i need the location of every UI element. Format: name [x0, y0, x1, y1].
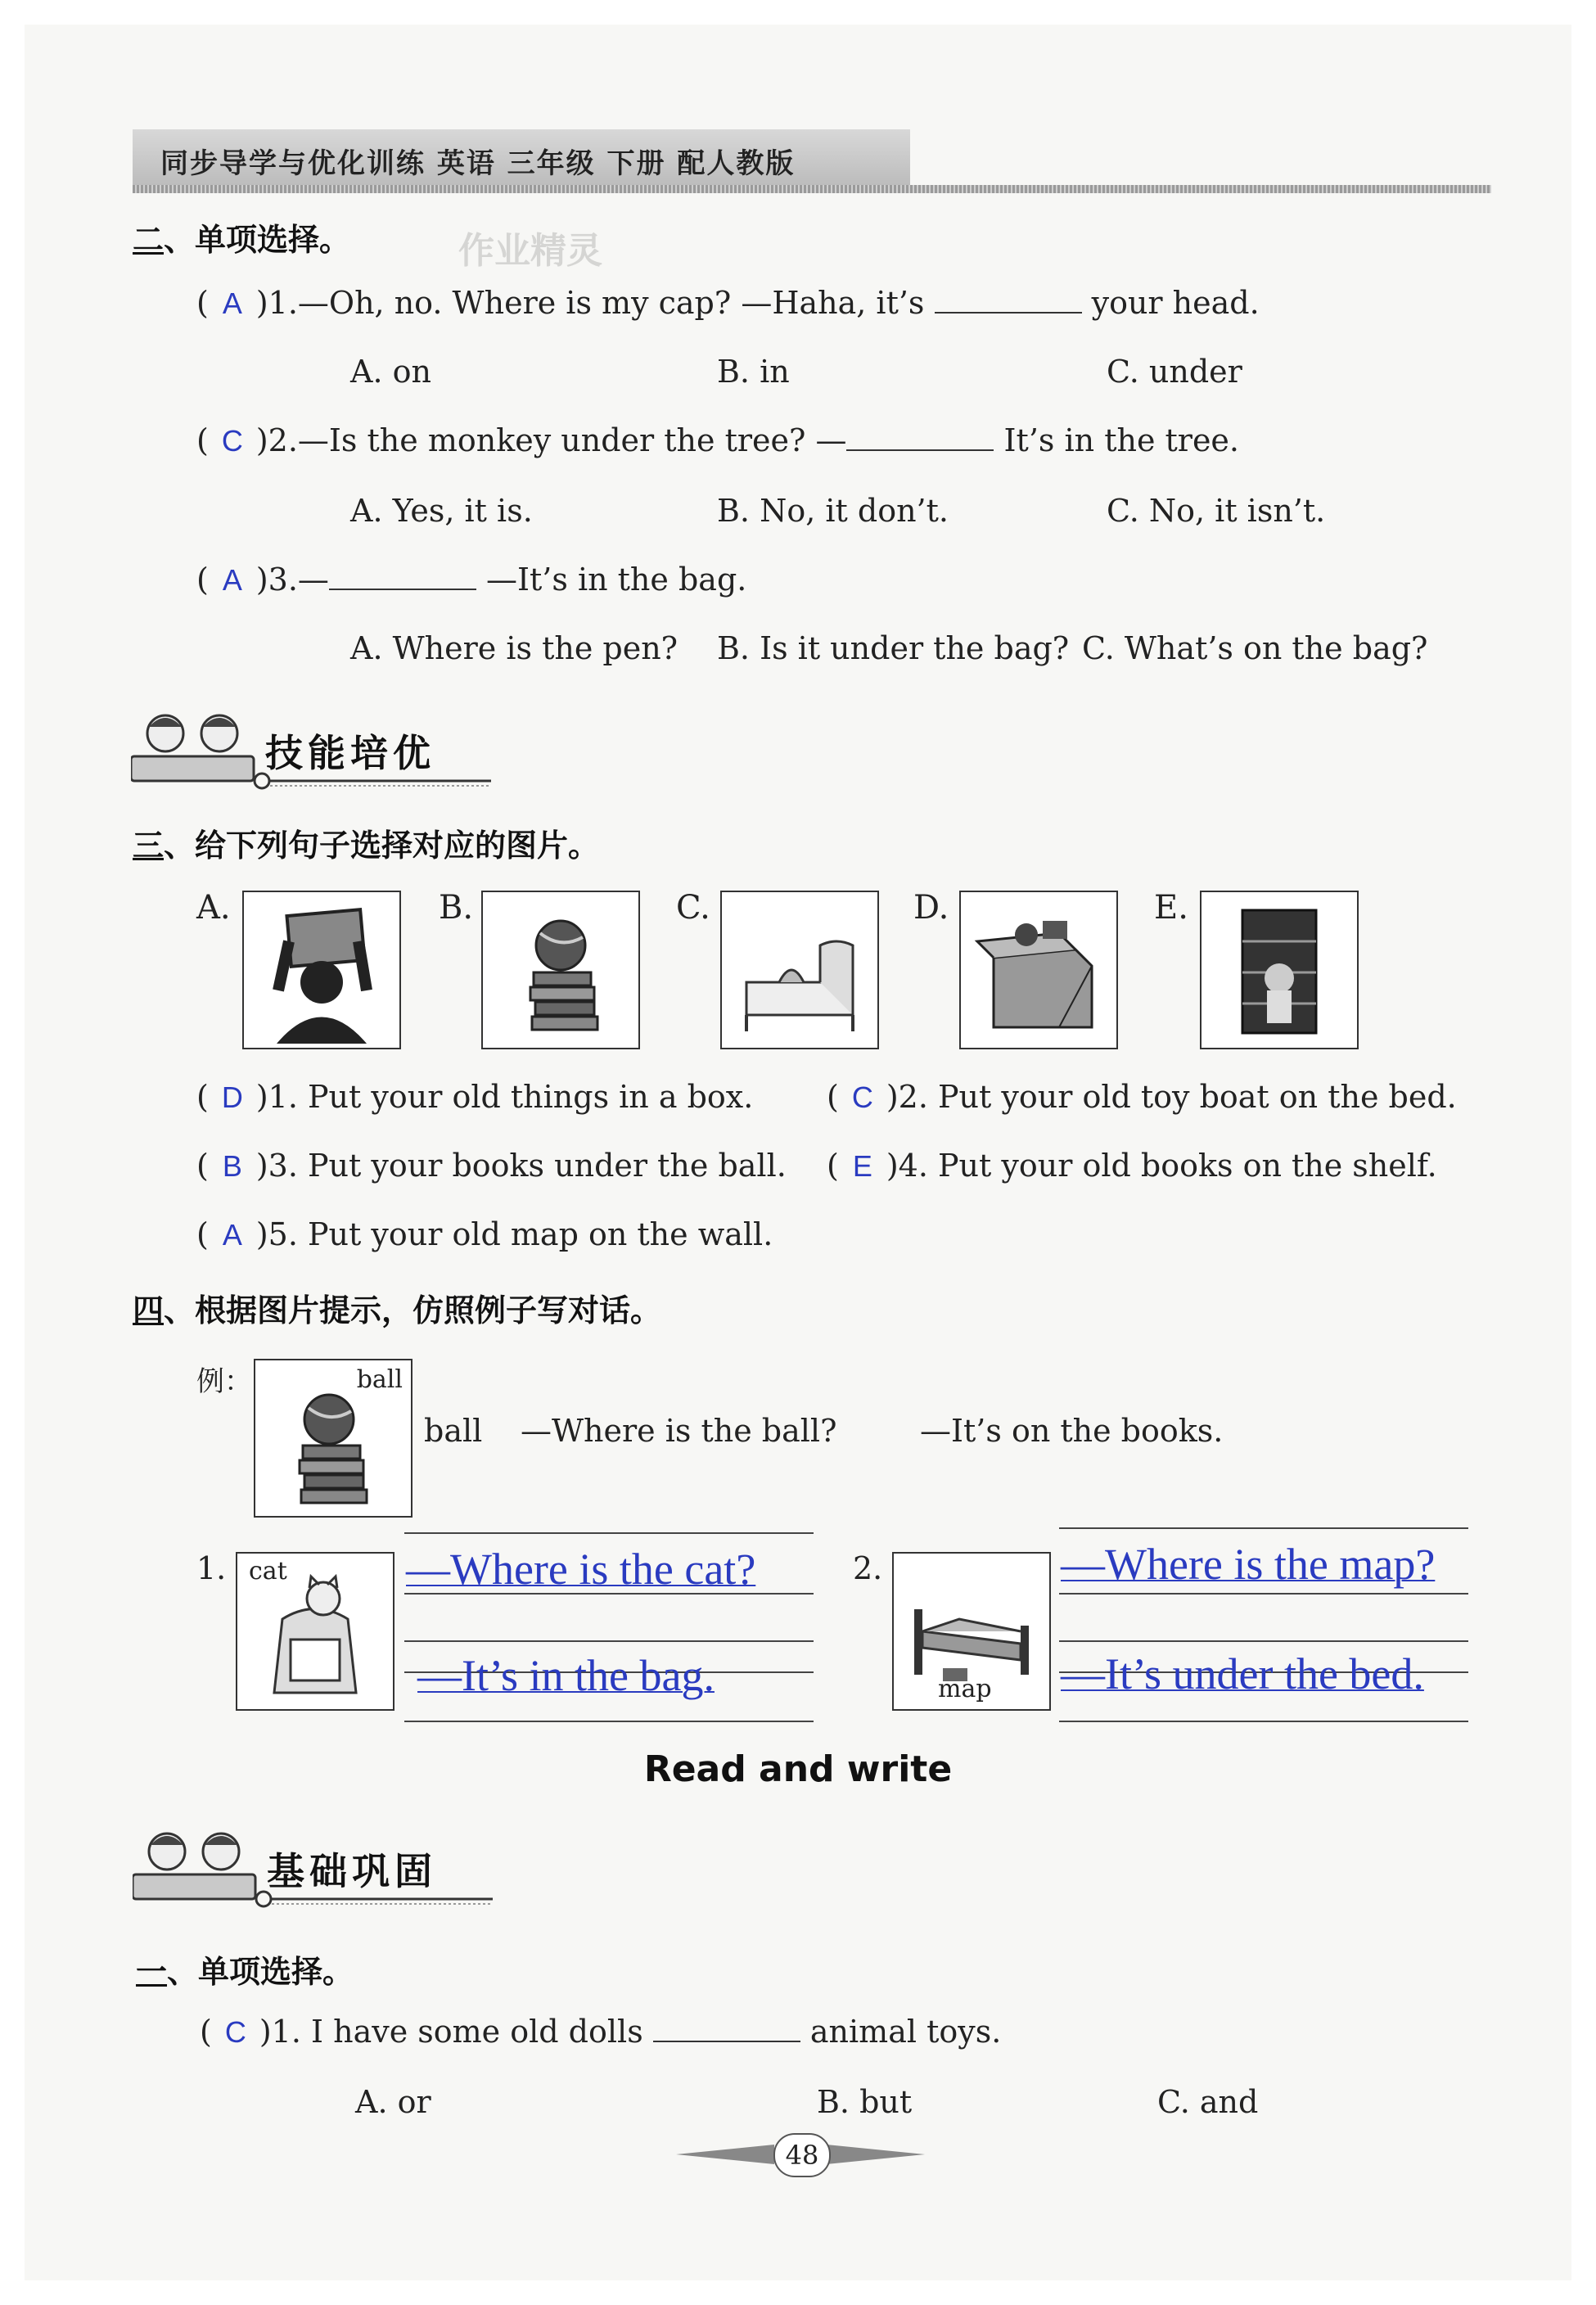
section-4-title: 、根据图片提示，仿照例子写对话。 — [164, 1292, 662, 1328]
s2-q3-option-c: C. What’s on the bag? — [1082, 630, 1428, 666]
example-label: 例： — [196, 1365, 252, 1398]
section-4-number: 四 — [133, 1292, 165, 1328]
s1-q1-option-c: C. and — [1157, 2084, 1259, 2120]
box-icon — [961, 892, 1116, 1048]
section-1-number: 一 — [136, 1954, 168, 1990]
section-2-heading — [133, 214, 350, 259]
section-1-heading — [136, 1946, 354, 1992]
s2-q2-option-b: B. No, it don’t. — [717, 493, 949, 529]
s4-item-1-number: 1. — [196, 1550, 227, 1586]
shelf-icon — [1202, 892, 1357, 1048]
section-2-number: 二 — [133, 222, 165, 258]
section-2-title: 、单项选择。 — [164, 222, 351, 258]
s3-item-5-answer[interactable]: A — [222, 1218, 242, 1252]
s4-item-1-picture — [236, 1552, 394, 1711]
s2-question-1: ( A )1.—Oh, no. Where is my cap? —Haha, it’s your head. — [196, 285, 1260, 321]
section-3-title: 、给下列句子选择对应的图片。 — [164, 828, 600, 864]
s1-q1-answer[interactable]: C — [224, 2015, 246, 2049]
ball-books-icon — [483, 892, 638, 1048]
page-number: 48 — [773, 2133, 831, 2177]
picture-e — [1200, 891, 1359, 1049]
blank — [846, 425, 994, 451]
blank — [653, 2016, 800, 2042]
example-question: —Where is the ball? — [521, 1413, 837, 1449]
s4-item-2-picture — [892, 1552, 1051, 1711]
writing-line — [1059, 1527, 1468, 1529]
section-3-heading — [133, 820, 599, 865]
skills-badge-title: 技能培优 — [265, 731, 435, 775]
s2-q2-option-c: C. No, it isn’t. — [1107, 493, 1326, 529]
s2-q3-option-b: B. Is it under the bag? — [717, 630, 1070, 666]
blank — [935, 287, 1082, 313]
writing-line — [1059, 1593, 1468, 1595]
s2-q1-option-c: C. under — [1107, 354, 1242, 390]
read-and-write-title: Read and write — [643, 1748, 953, 1790]
s2-q1-option-b: B. in — [717, 354, 790, 390]
section-4-heading — [133, 1285, 661, 1330]
writing-line — [404, 1640, 814, 1642]
s3-item-2: ( C )2. Put your old toy boat on the bed. — [827, 1079, 1457, 1115]
picture-c — [720, 891, 879, 1049]
bed-icon — [722, 892, 877, 1048]
example-answer: —It’s on the books. — [920, 1413, 1224, 1449]
picture-letter-a: A. — [196, 889, 231, 927]
book-title: 同步导学与优化训练 英语 三年级 下册 配人教版 — [160, 147, 796, 180]
s4-item-2-answer[interactable]: —It’s under the bed. — [1061, 1649, 1424, 1698]
picture-d — [959, 891, 1118, 1049]
picture-a — [242, 891, 401, 1049]
s4-item-1-question[interactable]: —Where is the cat? — [406, 1545, 756, 1594]
s2-q2-answer[interactable]: C — [221, 424, 243, 458]
s2-q1-answer[interactable]: A — [222, 286, 242, 320]
s3-item-1: ( D )1. Put your old things in a box. — [196, 1079, 754, 1115]
map-held-icon — [244, 892, 399, 1048]
blank — [329, 564, 476, 590]
s4-item-2-number: 2. — [853, 1550, 883, 1586]
s4-item-1-picture-label: cat — [249, 1557, 287, 1586]
s4-item-1-answer[interactable]: —It’s in the bag. — [417, 1651, 715, 1700]
s4-item-2-picture-label: map — [938, 1675, 992, 1703]
section-3-number: 三 — [133, 828, 165, 864]
watermark: 作业精灵 — [458, 230, 602, 272]
writing-line — [404, 1721, 814, 1722]
s1-question-1: ( C )1. I have some old dolls animal toys. — [200, 2014, 1002, 2050]
picture-letter-e: E. — [1154, 889, 1188, 927]
section-1-title: 、单项选择。 — [167, 1954, 354, 1990]
header-rule — [133, 185, 1491, 193]
s1-q1-option-b: B. but — [817, 2084, 913, 2120]
s3-item-2-answer[interactable]: C — [851, 1080, 873, 1114]
s3-item-5: ( A )5. Put your old map on the wall. — [196, 1216, 773, 1252]
s2-q3-answer[interactable]: A — [222, 563, 242, 597]
writing-line — [1059, 1640, 1468, 1642]
picture-letter-d: D. — [913, 889, 949, 927]
s2-q1-option-a: A. on — [350, 354, 431, 390]
s2-q3-option-a: A. Where is the pen? — [350, 630, 679, 666]
example-word: ball — [424, 1413, 483, 1449]
writing-line — [404, 1532, 814, 1534]
s1-q1-option-a: A. or — [355, 2084, 431, 2120]
example-picture — [254, 1359, 413, 1518]
picture-b — [481, 891, 640, 1049]
s3-item-3-answer[interactable]: B — [222, 1149, 242, 1183]
writing-line — [1059, 1721, 1468, 1722]
s2-question-2: ( C )2.—Is the monkey under the tree? — It’s in the tree. — [196, 422, 1239, 458]
s4-item-2-question[interactable]: —Where is the map? — [1061, 1540, 1436, 1589]
s3-item-4: ( E )4. Put your old books on the shelf. — [827, 1148, 1437, 1184]
s2-question-3: ( A )3.— —It’s in the bag. — [196, 562, 747, 598]
s3-item-4-answer[interactable]: E — [852, 1149, 872, 1183]
s2-q2-option-a: A. Yes, it is. — [350, 493, 533, 529]
example-picture-label: ball — [356, 1365, 403, 1394]
picture-letter-b: B. — [439, 889, 474, 927]
s3-item-3: ( B )3. Put your books under the ball. — [196, 1148, 787, 1184]
s3-item-1-answer[interactable]: D — [221, 1080, 243, 1114]
basics-badge-title: 基础巩固 — [267, 1849, 437, 1893]
picture-letter-c: C. — [676, 889, 710, 927]
